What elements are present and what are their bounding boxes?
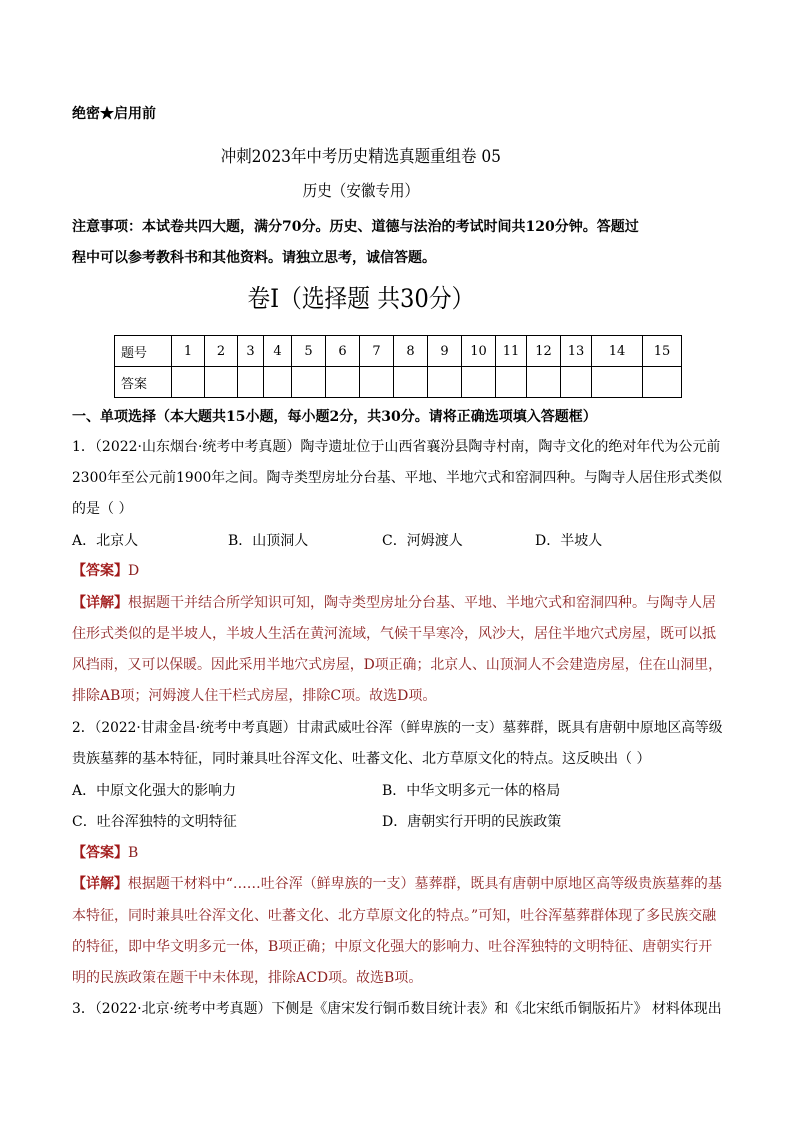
table-cell-number: 3 bbox=[238, 336, 264, 367]
table-row-answers bbox=[115, 367, 682, 398]
question-1-answer bbox=[72, 561, 139, 581]
answer-cell[interactable] bbox=[292, 367, 326, 398]
question-2-detail bbox=[72, 874, 722, 894]
question-2-option-b[interactable]: B．中华文明多元一体的格局 bbox=[382, 783, 561, 799]
question-1-option-d[interactable]: D．半坡人 bbox=[535, 533, 603, 549]
question-2-option-a[interactable]: A．中原文化强大的影响力 bbox=[72, 783, 237, 799]
table-cell-number: 14 bbox=[592, 336, 643, 367]
table-cell-number: 13 bbox=[561, 336, 592, 367]
exam-title: 冲刺2023年中考历史精选真题重组卷 05 bbox=[220, 147, 502, 167]
answer-cell[interactable] bbox=[527, 367, 561, 398]
table-label-number: 题号 bbox=[115, 336, 172, 367]
detail-line: 排除AB项；河姆渡人住干栏式房屋，排除C项。故选D项。 bbox=[72, 688, 437, 704]
detail-line: 本特征，同时兼具吐谷浑文化、吐蕃文化、北方草原文化的特点。”可知，吐谷浑墓葬群体现了多民族交融 bbox=[72, 908, 717, 924]
table-cell-number: 7 bbox=[360, 336, 394, 367]
question-1-option-c[interactable]: C．河姆渡人 bbox=[382, 533, 463, 549]
detail-line: 根据题干并结合所学知识可知，陶寺类型房址分台基、平地、半地穴式和窑洞四种。与陶寺人居 bbox=[128, 595, 716, 611]
question-2-line: 贵族墓葬的基本特征，同时兼具吐谷浑文化、吐蕃文化、北方草原文化的特点。这反映出（ ） bbox=[72, 751, 651, 767]
answer-value: D bbox=[128, 563, 140, 579]
answer-cell[interactable] bbox=[561, 367, 592, 398]
notice-line-2: 程中可以参考教科书和其他资料。请独立思考，诚信答题。 bbox=[72, 250, 436, 266]
detail-tag: 【详解】 bbox=[72, 595, 128, 611]
detail-line: 的特征，即中华文明多元一体，B项正确；中原文化强大的影响力、吐谷浑独特的文明特征、唐朝实行开 bbox=[72, 939, 713, 955]
table-cell-number: 8 bbox=[394, 336, 428, 367]
answer-cell[interactable] bbox=[264, 367, 292, 398]
detail-line: 根据题干材料中“……吐谷浑（鲜卑族的一支）墓葬群，既具有唐朝中原地区高等级贵族墓葬的基 bbox=[127, 876, 722, 892]
table-cell-number: 6 bbox=[326, 336, 360, 367]
detail-line: 风挡雨，又可以保暖。因此采用半地穴式房屋，D项正确；北京人、山顶洞人不会建造房屋，住在山洞里， bbox=[72, 657, 722, 673]
question-2-answer bbox=[72, 843, 138, 863]
table-cell-number: 4 bbox=[264, 336, 292, 367]
question-2-option-c[interactable]: C．吐谷浑独特的文明特征 bbox=[72, 814, 237, 830]
table-cell-number: 9 bbox=[428, 336, 462, 367]
answer-cell[interactable] bbox=[428, 367, 462, 398]
table-cell-number: 2 bbox=[205, 336, 238, 367]
answer-cell[interactable] bbox=[326, 367, 360, 398]
answer-cell[interactable] bbox=[643, 367, 682, 398]
table-cell-number: 15 bbox=[643, 336, 682, 367]
detail-line: 明的民族政策在题干中未体现，排除ACD项。故选B项。 bbox=[72, 970, 423, 986]
question-1-line: 2300年至公元前1900年之间。陶寺类型房址分台基、平地、半地穴式和窑洞四种。与陶寺人居住形式类似 bbox=[72, 470, 723, 486]
detail-line: 住形式类似的是半坡人，半坡人生活在黄河流域，气候干旱寒冷，风沙大，居住半地穴式房屋，既可以抵 bbox=[72, 626, 716, 642]
question-1-line: 1．（2022·山东烟台·统考中考真题）陶寺遗址位于山西省襄汾县陶寺村南，陶寺文化的绝对年代为公元前 bbox=[72, 439, 721, 455]
answer-cell[interactable] bbox=[592, 367, 643, 398]
answer-cell[interactable] bbox=[172, 367, 205, 398]
question-1-detail bbox=[72, 593, 716, 613]
answer-table bbox=[114, 335, 682, 398]
table-cell-number: 1 bbox=[172, 336, 205, 367]
notice-line-1: 注意事项：本试卷共四大题，满分70分。历史、道德与法治的考试时间共120分钟。答题过 bbox=[72, 219, 639, 235]
question-1-line: 的是（ ） bbox=[72, 501, 133, 517]
exam-subtitle: 历史（安徽专用） bbox=[302, 181, 420, 200]
answer-tag: 【答案】 bbox=[72, 563, 128, 579]
table-cell-number: 12 bbox=[527, 336, 561, 367]
section-title: 卷Ⅰ（选择题 共30分） bbox=[247, 284, 475, 313]
answer-cell[interactable] bbox=[462, 367, 496, 398]
question-3-line: 3．（2022·北京·统考中考真题）下侧是《唐宋发行铜币数目统计表》和《北宋纸币铜版拓片》 材料体现出 bbox=[72, 1001, 722, 1017]
table-cell-number: 10 bbox=[462, 336, 496, 367]
answer-tag: 【答案】 bbox=[72, 845, 128, 861]
table-cell-number: 5 bbox=[292, 336, 326, 367]
secret-label: 绝密★启用前 bbox=[72, 106, 156, 122]
detail-tag: 【详解】 bbox=[72, 876, 128, 892]
question-1-option-a[interactable]: A．北京人 bbox=[72, 533, 139, 549]
table-label-answer: 答案 bbox=[115, 367, 172, 398]
table-cell-number: 11 bbox=[496, 336, 527, 367]
question-2-line: 2．（2022·甘肃金昌·统考中考真题）甘肃武威吐谷浑（鲜卑族的一支）墓葬群，既具有唐朝中原地区高等级 bbox=[72, 720, 723, 736]
answer-cell[interactable] bbox=[394, 367, 428, 398]
answer-value: B bbox=[128, 845, 139, 861]
answer-cell[interactable] bbox=[496, 367, 527, 398]
question-1-option-b[interactable]: B．山顶洞人 bbox=[228, 533, 309, 549]
answer-cell[interactable] bbox=[360, 367, 394, 398]
section-heading: 一、单项选择（本大题共15小题，每小题2分，共30分。请将正确选项填入答题框） bbox=[72, 409, 597, 425]
table-row-numbers bbox=[115, 336, 682, 367]
question-2-option-d[interactable]: D．唐朝实行开明的民族政策 bbox=[382, 814, 562, 830]
answer-cell[interactable] bbox=[205, 367, 238, 398]
answer-cell[interactable] bbox=[238, 367, 264, 398]
